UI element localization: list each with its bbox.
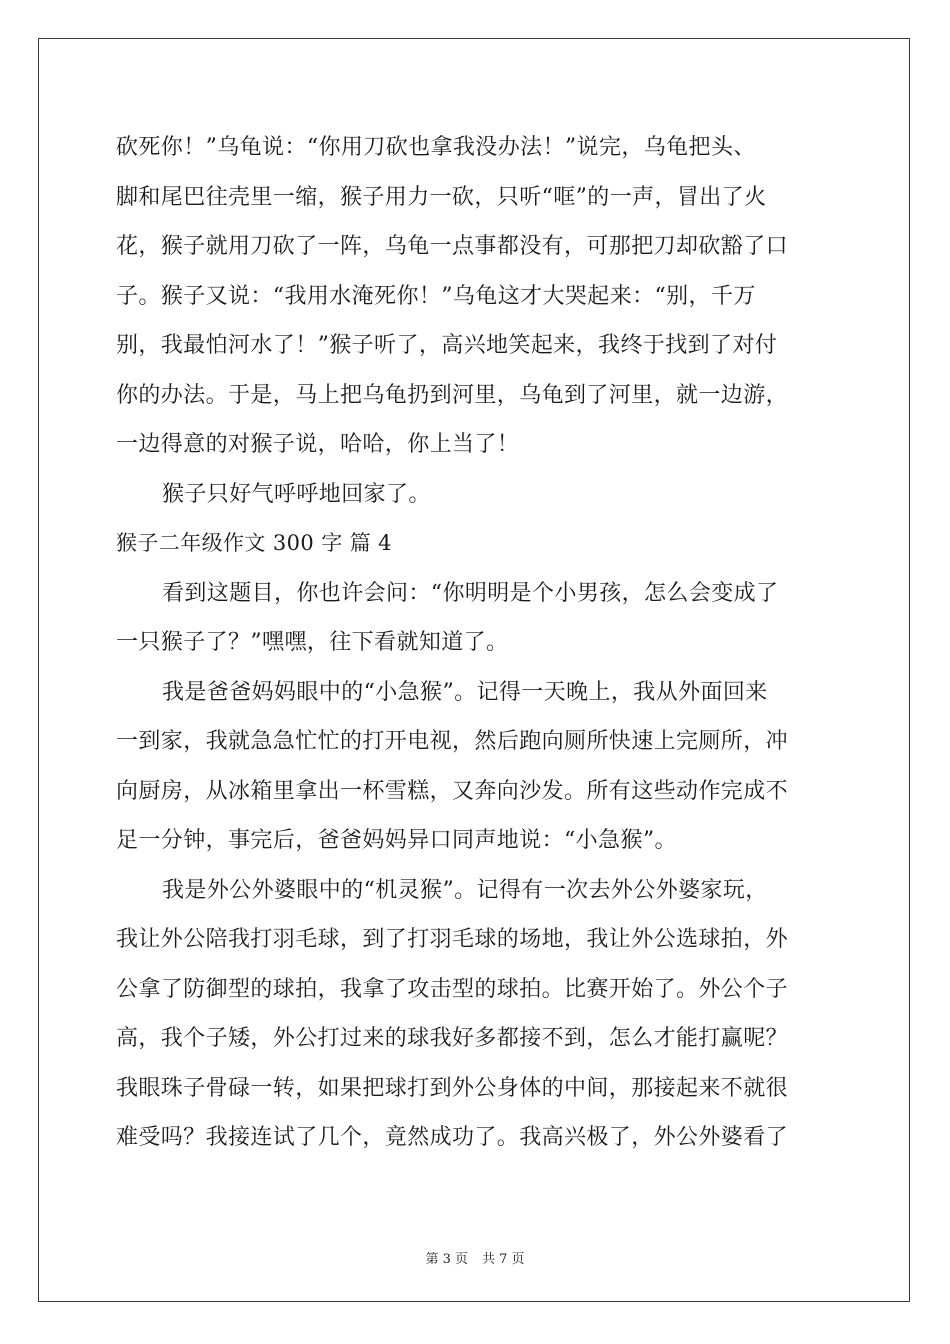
text-line: 足一分钟，事完后，爸爸妈妈异口同声地说：“小急猴”。 xyxy=(116,828,677,853)
text-line: 我让外公陪我打羽毛球，到了打羽毛球的场地，我让外公选球拍，外 xyxy=(116,927,789,952)
page-footer xyxy=(0,1248,950,1267)
text-line: 我是爸爸妈妈眼中的“小急猴”。记得一天晚上，我从外面回来 xyxy=(162,679,768,705)
text-line: 别，我最怕河水了！”猴子听了，高兴地笑起来，我终于找到了对付 xyxy=(116,333,778,358)
text-line: 一只猴子了？”嘿嘿，往下看就知道了。 xyxy=(116,630,509,655)
text-line: 向厨房，从冰箱里拿出一杯雪糕，又奔向沙发。所有这些动作完成不 xyxy=(116,778,789,804)
text-line: 一边得意的对猴子说，哈哈，你上当了！ xyxy=(116,432,520,457)
text-line: 高，我个子矮，外公打过来的球我好多都接不到，怎么才能打赢呢？ xyxy=(116,1026,789,1051)
text-line: 你的办法。于是，马上把乌龟扔到河里，乌龟到了河里，就一边游， xyxy=(116,382,789,408)
text-line: 一到家，我就急急忙忙的打开电视，然后跑向厕所快速上完厕所，冲 xyxy=(116,729,789,754)
text-line: 公拿了防御型的球拍，我拿了攻击型的球拍。比赛开始了。外公个子 xyxy=(116,976,789,1002)
text-line: 难受吗？我接连试了几个，竟然成功了。我高兴极了，外公外婆看了 xyxy=(116,1125,789,1150)
page-number: 第 3 页 xyxy=(425,1252,468,1267)
text-line: 砍死你！”乌龟说：“你用刀砍也拿我没办法！”说完，乌龟把头、 xyxy=(116,135,756,160)
text-line: 脚和尾巴往壳里一缩，猴子用力一砍，只听“哐”的一声，冒出了火 xyxy=(116,184,767,210)
text-line: 花，猴子就用刀砍了一阵，乌龟一点事都没有，可那把刀却砍豁了口 xyxy=(116,234,789,259)
text-line: 子。猴子又说：“我用水淹死你！”乌龟这才大哭起来：“别，千万 xyxy=(116,283,756,309)
text-line: 我眼珠子骨碌一转，如果把球打到外公身体的中间，那接起来不就很 xyxy=(116,1075,789,1101)
section-heading: 猴子二年级作文 300 字 篇 4 xyxy=(116,531,392,555)
text-line: 我是外公外婆眼中的“机灵猴”。记得有一次去外公外婆家玩， xyxy=(162,877,768,903)
text-line: 看到这题目，你也许会问：“你明明是个小男孩，怎么会变成了 xyxy=(162,580,779,606)
page-total: 共 7 页 xyxy=(482,1252,525,1267)
document-body xyxy=(116,123,836,1163)
text-line: 猴子只好气呼呼地回家了。 xyxy=(162,481,431,507)
